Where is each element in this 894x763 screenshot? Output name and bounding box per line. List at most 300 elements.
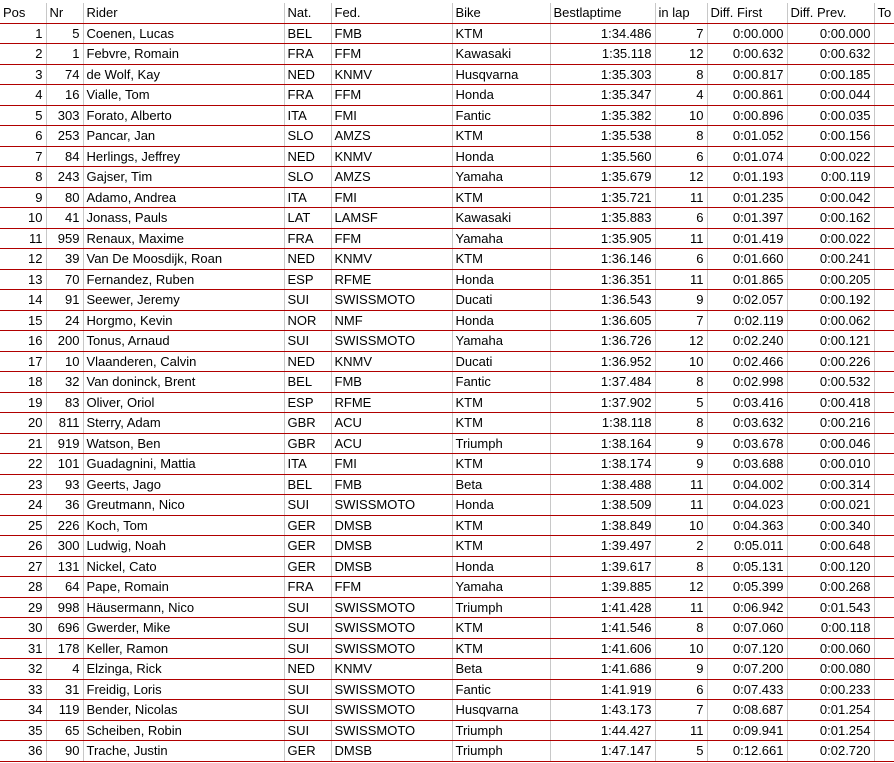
cell-pos: 28 bbox=[0, 577, 46, 598]
cell-bestlaptime: 1:36.543 bbox=[550, 290, 655, 311]
cell-diff-first: 0:05.011 bbox=[707, 536, 787, 557]
cell-nr: 93 bbox=[46, 474, 83, 495]
cell-bestlaptime: 1:38.849 bbox=[550, 515, 655, 536]
header-bike: Bike bbox=[452, 3, 550, 23]
cell-rider: Trache, Justin bbox=[83, 741, 284, 762]
cell-nr: 70 bbox=[46, 269, 83, 290]
table-row bbox=[0, 413, 894, 434]
cell-nr: 74 bbox=[46, 64, 83, 85]
cell-nat: GER bbox=[284, 556, 331, 577]
cell-pos: 12 bbox=[0, 249, 46, 270]
cell-diff-prev: 0:00.648 bbox=[787, 536, 874, 557]
cell-rider: Sterry, Adam bbox=[83, 413, 284, 434]
cell-bestlaptime: 1:41.606 bbox=[550, 638, 655, 659]
header-diff-first: Diff. First bbox=[707, 3, 787, 23]
results-table bbox=[0, 3, 894, 762]
cell-bike: KTM bbox=[452, 249, 550, 270]
cell-bike: KTM bbox=[452, 638, 550, 659]
cell-in-lap: 5 bbox=[655, 741, 707, 762]
table-row bbox=[0, 290, 894, 311]
cell-pos: 27 bbox=[0, 556, 46, 577]
cell-bike: Ducati bbox=[452, 351, 550, 372]
cell-diff-first: 0:00.000 bbox=[707, 23, 787, 44]
cell-total bbox=[874, 433, 894, 454]
cell-nat: ESP bbox=[284, 269, 331, 290]
cell-diff-first: 0:00.632 bbox=[707, 44, 787, 65]
cell-diff-first: 0:03.632 bbox=[707, 413, 787, 434]
table-row bbox=[0, 126, 894, 147]
cell-diff-first: 0:01.865 bbox=[707, 269, 787, 290]
cell-rider: Vlaanderen, Calvin bbox=[83, 351, 284, 372]
cell-diff-prev: 0:00.120 bbox=[787, 556, 874, 577]
cell-bestlaptime: 1:47.147 bbox=[550, 741, 655, 762]
cell-diff-prev: 0:00.241 bbox=[787, 249, 874, 270]
cell-bestlaptime: 1:38.118 bbox=[550, 413, 655, 434]
cell-bestlaptime: 1:35.538 bbox=[550, 126, 655, 147]
cell-rider: Fernandez, Ruben bbox=[83, 269, 284, 290]
cell-pos: 21 bbox=[0, 433, 46, 454]
cell-fed: FMB bbox=[331, 23, 452, 44]
cell-pos: 5 bbox=[0, 105, 46, 126]
table-row bbox=[0, 433, 894, 454]
table-row bbox=[0, 597, 894, 618]
cell-bestlaptime: 1:39.617 bbox=[550, 556, 655, 577]
table-row bbox=[0, 331, 894, 352]
table-row bbox=[0, 495, 894, 516]
cell-nat: SUI bbox=[284, 720, 331, 741]
cell-fed: FFM bbox=[331, 85, 452, 106]
cell-in-lap: 6 bbox=[655, 679, 707, 700]
cell-diff-prev: 0:00.121 bbox=[787, 331, 874, 352]
cell-bike: Fantic bbox=[452, 105, 550, 126]
cell-nr: 200 bbox=[46, 331, 83, 352]
cell-nr: 65 bbox=[46, 720, 83, 741]
cell-total bbox=[874, 454, 894, 475]
cell-fed: SWISSMOTO bbox=[331, 618, 452, 639]
cell-rider: Van doninck, Brent bbox=[83, 372, 284, 393]
cell-fed: KNMV bbox=[331, 146, 452, 167]
cell-bestlaptime: 1:35.679 bbox=[550, 167, 655, 188]
cell-total bbox=[874, 146, 894, 167]
table-row bbox=[0, 659, 894, 680]
cell-nat: NED bbox=[284, 64, 331, 85]
cell-total bbox=[874, 85, 894, 106]
cell-nr: 959 bbox=[46, 228, 83, 249]
cell-pos: 8 bbox=[0, 167, 46, 188]
cell-diff-first: 0:04.023 bbox=[707, 495, 787, 516]
cell-total bbox=[874, 64, 894, 85]
cell-diff-first: 0:12.661 bbox=[707, 741, 787, 762]
cell-in-lap: 7 bbox=[655, 23, 707, 44]
cell-fed: FMI bbox=[331, 187, 452, 208]
cell-bike: Honda bbox=[452, 146, 550, 167]
cell-in-lap: 8 bbox=[655, 556, 707, 577]
cell-rider: Jonass, Pauls bbox=[83, 208, 284, 229]
cell-fed: FMI bbox=[331, 454, 452, 475]
cell-pos: 24 bbox=[0, 495, 46, 516]
cell-bike: Fantic bbox=[452, 372, 550, 393]
cell-pos: 31 bbox=[0, 638, 46, 659]
cell-nat: FRA bbox=[284, 44, 331, 65]
cell-bike: Husqvarna bbox=[452, 64, 550, 85]
cell-diff-first: 0:02.057 bbox=[707, 290, 787, 311]
cell-fed: ACU bbox=[331, 413, 452, 434]
cell-diff-first: 0:07.200 bbox=[707, 659, 787, 680]
cell-pos: 32 bbox=[0, 659, 46, 680]
cell-rider: Oliver, Oriol bbox=[83, 392, 284, 413]
cell-bestlaptime: 1:36.605 bbox=[550, 310, 655, 331]
cell-nr: 64 bbox=[46, 577, 83, 598]
cell-pos: 10 bbox=[0, 208, 46, 229]
cell-diff-first: 0:01.193 bbox=[707, 167, 787, 188]
cell-diff-first: 0:05.399 bbox=[707, 577, 787, 598]
cell-pos: 19 bbox=[0, 392, 46, 413]
cell-pos: 34 bbox=[0, 700, 46, 721]
table-row bbox=[0, 556, 894, 577]
cell-nr: 300 bbox=[46, 536, 83, 557]
cell-pos: 6 bbox=[0, 126, 46, 147]
cell-total bbox=[874, 474, 894, 495]
cell-nat: ESP bbox=[284, 392, 331, 413]
cell-bestlaptime: 1:38.174 bbox=[550, 454, 655, 475]
cell-in-lap: 11 bbox=[655, 187, 707, 208]
cell-rider: Koch, Tom bbox=[83, 515, 284, 536]
cell-total bbox=[874, 720, 894, 741]
table-row bbox=[0, 454, 894, 475]
cell-bestlaptime: 1:41.919 bbox=[550, 679, 655, 700]
cell-nr: 303 bbox=[46, 105, 83, 126]
cell-bike: Kawasaki bbox=[452, 208, 550, 229]
cell-nr: 696 bbox=[46, 618, 83, 639]
cell-diff-first: 0:02.119 bbox=[707, 310, 787, 331]
cell-pos: 23 bbox=[0, 474, 46, 495]
cell-diff-first: 0:00.896 bbox=[707, 105, 787, 126]
cell-fed: NMF bbox=[331, 310, 452, 331]
cell-in-lap: 11 bbox=[655, 597, 707, 618]
table-row bbox=[0, 372, 894, 393]
cell-in-lap: 11 bbox=[655, 720, 707, 741]
cell-total bbox=[874, 700, 894, 721]
cell-diff-first: 0:03.416 bbox=[707, 392, 787, 413]
cell-diff-prev: 0:01.254 bbox=[787, 700, 874, 721]
cell-nat: SUI bbox=[284, 597, 331, 618]
cell-total bbox=[874, 413, 894, 434]
table-row bbox=[0, 536, 894, 557]
table-row bbox=[0, 638, 894, 659]
cell-diff-prev: 0:00.192 bbox=[787, 290, 874, 311]
cell-total bbox=[874, 331, 894, 352]
cell-fed: SWISSMOTO bbox=[331, 638, 452, 659]
cell-total bbox=[874, 638, 894, 659]
cell-rider: Elzinga, Rick bbox=[83, 659, 284, 680]
cell-bike: Honda bbox=[452, 269, 550, 290]
cell-total bbox=[874, 618, 894, 639]
cell-in-lap: 11 bbox=[655, 269, 707, 290]
cell-bike: KTM bbox=[452, 454, 550, 475]
cell-nat: ITA bbox=[284, 105, 331, 126]
header-rider: Rider bbox=[83, 3, 284, 23]
cell-total bbox=[874, 228, 894, 249]
cell-pos: 1 bbox=[0, 23, 46, 44]
cell-bike: Yamaha bbox=[452, 167, 550, 188]
cell-diff-first: 0:02.240 bbox=[707, 331, 787, 352]
cell-bestlaptime: 1:41.546 bbox=[550, 618, 655, 639]
cell-fed: FMI bbox=[331, 105, 452, 126]
cell-nat: ITA bbox=[284, 454, 331, 475]
cell-in-lap: 8 bbox=[655, 126, 707, 147]
cell-rider: Pape, Romain bbox=[83, 577, 284, 598]
cell-bike: Ducati bbox=[452, 290, 550, 311]
cell-total bbox=[874, 126, 894, 147]
cell-fed: FFM bbox=[331, 577, 452, 598]
cell-bike: KTM bbox=[452, 187, 550, 208]
cell-bestlaptime: 1:38.488 bbox=[550, 474, 655, 495]
cell-diff-prev: 0:00.205 bbox=[787, 269, 874, 290]
cell-diff-first: 0:04.363 bbox=[707, 515, 787, 536]
cell-in-lap: 11 bbox=[655, 228, 707, 249]
cell-in-lap: 7 bbox=[655, 700, 707, 721]
cell-total bbox=[874, 372, 894, 393]
cell-fed: KNMV bbox=[331, 351, 452, 372]
cell-fed: LAMSF bbox=[331, 208, 452, 229]
cell-total bbox=[874, 515, 894, 536]
cell-in-lap: 12 bbox=[655, 577, 707, 598]
cell-diff-prev: 0:00.340 bbox=[787, 515, 874, 536]
cell-pos: 26 bbox=[0, 536, 46, 557]
cell-fed: SWISSMOTO bbox=[331, 290, 452, 311]
cell-nr: 4 bbox=[46, 659, 83, 680]
cell-rider: Van De Moosdijk, Roan bbox=[83, 249, 284, 270]
cell-bestlaptime: 1:36.952 bbox=[550, 351, 655, 372]
cell-pos: 17 bbox=[0, 351, 46, 372]
cell-rider: Freidig, Loris bbox=[83, 679, 284, 700]
cell-nat: SUI bbox=[284, 290, 331, 311]
cell-bike: KTM bbox=[452, 413, 550, 434]
cell-nr: 24 bbox=[46, 310, 83, 331]
header-nr: Nr bbox=[46, 3, 83, 23]
cell-diff-prev: 0:00.010 bbox=[787, 454, 874, 475]
cell-diff-first: 0:02.998 bbox=[707, 372, 787, 393]
cell-pos: 7 bbox=[0, 146, 46, 167]
cell-fed: FFM bbox=[331, 228, 452, 249]
cell-fed: SWISSMOTO bbox=[331, 700, 452, 721]
cell-bike: Yamaha bbox=[452, 577, 550, 598]
cell-nr: 243 bbox=[46, 167, 83, 188]
cell-fed: SWISSMOTO bbox=[331, 331, 452, 352]
cell-fed: SWISSMOTO bbox=[331, 720, 452, 741]
table-row bbox=[0, 351, 894, 372]
cell-rider: Häusermann, Nico bbox=[83, 597, 284, 618]
cell-in-lap: 6 bbox=[655, 208, 707, 229]
cell-nat: NED bbox=[284, 659, 331, 680]
cell-nr: 16 bbox=[46, 85, 83, 106]
cell-diff-prev: 0:00.162 bbox=[787, 208, 874, 229]
cell-bestlaptime: 1:35.303 bbox=[550, 64, 655, 85]
cell-rider: de Wolf, Kay bbox=[83, 64, 284, 85]
cell-nat: SUI bbox=[284, 679, 331, 700]
header-nat: Nat. bbox=[284, 3, 331, 23]
table-row bbox=[0, 577, 894, 598]
cell-diff-first: 0:01.419 bbox=[707, 228, 787, 249]
cell-total bbox=[874, 659, 894, 680]
cell-bestlaptime: 1:36.351 bbox=[550, 269, 655, 290]
cell-pos: 20 bbox=[0, 413, 46, 434]
cell-pos: 2 bbox=[0, 44, 46, 65]
cell-diff-prev: 0:02.720 bbox=[787, 741, 874, 762]
cell-rider: Watson, Ben bbox=[83, 433, 284, 454]
cell-nat: SUI bbox=[284, 638, 331, 659]
cell-fed: ACU bbox=[331, 433, 452, 454]
cell-diff-first: 0:00.817 bbox=[707, 64, 787, 85]
cell-nr: 83 bbox=[46, 392, 83, 413]
cell-bike: Kawasaki bbox=[452, 44, 550, 65]
cell-fed: DMSB bbox=[331, 741, 452, 762]
table-row bbox=[0, 146, 894, 167]
cell-rider: Pancar, Jan bbox=[83, 126, 284, 147]
cell-diff-prev: 0:00.046 bbox=[787, 433, 874, 454]
cell-rider: Forato, Alberto bbox=[83, 105, 284, 126]
cell-bestlaptime: 1:41.686 bbox=[550, 659, 655, 680]
cell-bestlaptime: 1:35.905 bbox=[550, 228, 655, 249]
cell-nat: NED bbox=[284, 351, 331, 372]
table-row bbox=[0, 741, 894, 762]
cell-bestlaptime: 1:36.726 bbox=[550, 331, 655, 352]
cell-in-lap: 12 bbox=[655, 331, 707, 352]
cell-diff-prev: 0:00.022 bbox=[787, 146, 874, 167]
cell-bestlaptime: 1:44.427 bbox=[550, 720, 655, 741]
cell-nat: BEL bbox=[284, 474, 331, 495]
header-row bbox=[0, 3, 894, 23]
cell-nat: SUI bbox=[284, 331, 331, 352]
cell-in-lap: 8 bbox=[655, 64, 707, 85]
cell-diff-prev: 0:01.254 bbox=[787, 720, 874, 741]
cell-rider: Guadagnini, Mattia bbox=[83, 454, 284, 475]
cell-rider: Seewer, Jeremy bbox=[83, 290, 284, 311]
cell-bike: Yamaha bbox=[452, 228, 550, 249]
cell-diff-prev: 0:00.118 bbox=[787, 618, 874, 639]
cell-pos: 9 bbox=[0, 187, 46, 208]
cell-nat: SUI bbox=[284, 495, 331, 516]
cell-bike: Honda bbox=[452, 556, 550, 577]
cell-rider: Greutmann, Nico bbox=[83, 495, 284, 516]
table-row bbox=[0, 44, 894, 65]
cell-bike: Honda bbox=[452, 85, 550, 106]
table-row bbox=[0, 167, 894, 188]
cell-bike: KTM bbox=[452, 23, 550, 44]
cell-total bbox=[874, 597, 894, 618]
cell-fed: RFME bbox=[331, 392, 452, 413]
cell-nr: 31 bbox=[46, 679, 83, 700]
cell-diff-prev: 0:00.314 bbox=[787, 474, 874, 495]
cell-bike: Husqvarna bbox=[452, 700, 550, 721]
cell-bike: KTM bbox=[452, 618, 550, 639]
cell-diff-first: 0:08.687 bbox=[707, 700, 787, 721]
cell-bestlaptime: 1:36.146 bbox=[550, 249, 655, 270]
cell-total bbox=[874, 556, 894, 577]
cell-bestlaptime: 1:35.347 bbox=[550, 85, 655, 106]
cell-fed: SWISSMOTO bbox=[331, 679, 452, 700]
table-row bbox=[0, 249, 894, 270]
cell-in-lap: 9 bbox=[655, 433, 707, 454]
cell-diff-prev: 0:00.000 bbox=[787, 23, 874, 44]
cell-bike: Honda bbox=[452, 495, 550, 516]
cell-diff-prev: 0:00.022 bbox=[787, 228, 874, 249]
cell-in-lap: 8 bbox=[655, 618, 707, 639]
cell-diff-prev: 0:01.543 bbox=[787, 597, 874, 618]
cell-diff-prev: 0:00.632 bbox=[787, 44, 874, 65]
cell-bike: KTM bbox=[452, 515, 550, 536]
cell-in-lap: 5 bbox=[655, 392, 707, 413]
cell-total bbox=[874, 249, 894, 270]
cell-in-lap: 9 bbox=[655, 454, 707, 475]
cell-total bbox=[874, 208, 894, 229]
cell-nr: 226 bbox=[46, 515, 83, 536]
cell-nat: BEL bbox=[284, 23, 331, 44]
cell-diff-first: 0:01.660 bbox=[707, 249, 787, 270]
cell-nr: 101 bbox=[46, 454, 83, 475]
cell-pos: 22 bbox=[0, 454, 46, 475]
cell-nr: 41 bbox=[46, 208, 83, 229]
cell-diff-first: 0:00.861 bbox=[707, 85, 787, 106]
cell-bestlaptime: 1:35.883 bbox=[550, 208, 655, 229]
cell-diff-first: 0:07.060 bbox=[707, 618, 787, 639]
cell-fed: KNMV bbox=[331, 64, 452, 85]
table-row bbox=[0, 105, 894, 126]
header-bestlaptime: Bestlaptime bbox=[550, 3, 655, 23]
cell-bike: Honda bbox=[452, 310, 550, 331]
cell-bestlaptime: 1:43.173 bbox=[550, 700, 655, 721]
cell-diff-prev: 0:00.185 bbox=[787, 64, 874, 85]
cell-in-lap: 10 bbox=[655, 638, 707, 659]
cell-nr: 80 bbox=[46, 187, 83, 208]
cell-bestlaptime: 1:38.509 bbox=[550, 495, 655, 516]
cell-bestlaptime: 1:35.382 bbox=[550, 105, 655, 126]
cell-nat: GER bbox=[284, 741, 331, 762]
table-row bbox=[0, 208, 894, 229]
cell-fed: AMZS bbox=[331, 167, 452, 188]
table-row bbox=[0, 515, 894, 536]
cell-rider: Gwerder, Mike bbox=[83, 618, 284, 639]
cell-bike: Triumph bbox=[452, 597, 550, 618]
cell-pos: 25 bbox=[0, 515, 46, 536]
cell-fed: FFM bbox=[331, 44, 452, 65]
cell-in-lap: 8 bbox=[655, 372, 707, 393]
cell-nat: SLO bbox=[284, 126, 331, 147]
table-row bbox=[0, 700, 894, 721]
cell-total bbox=[874, 187, 894, 208]
cell-nr: 131 bbox=[46, 556, 83, 577]
cell-pos: 14 bbox=[0, 290, 46, 311]
header-diff-prev: Diff. Prev. bbox=[787, 3, 874, 23]
cell-in-lap: 4 bbox=[655, 85, 707, 106]
cell-nat: NED bbox=[284, 249, 331, 270]
table-row bbox=[0, 618, 894, 639]
cell-diff-first: 0:03.688 bbox=[707, 454, 787, 475]
cell-fed: SWISSMOTO bbox=[331, 495, 452, 516]
table-row bbox=[0, 187, 894, 208]
cell-bestlaptime: 1:37.902 bbox=[550, 392, 655, 413]
cell-nr: 919 bbox=[46, 433, 83, 454]
cell-bestlaptime: 1:39.885 bbox=[550, 577, 655, 598]
header-fed: Fed. bbox=[331, 3, 452, 23]
cell-diff-first: 0:01.397 bbox=[707, 208, 787, 229]
cell-nr: 10 bbox=[46, 351, 83, 372]
cell-bestlaptime: 1:35.118 bbox=[550, 44, 655, 65]
cell-in-lap: 11 bbox=[655, 495, 707, 516]
cell-total bbox=[874, 536, 894, 557]
cell-pos: 3 bbox=[0, 64, 46, 85]
cell-in-lap: 10 bbox=[655, 515, 707, 536]
